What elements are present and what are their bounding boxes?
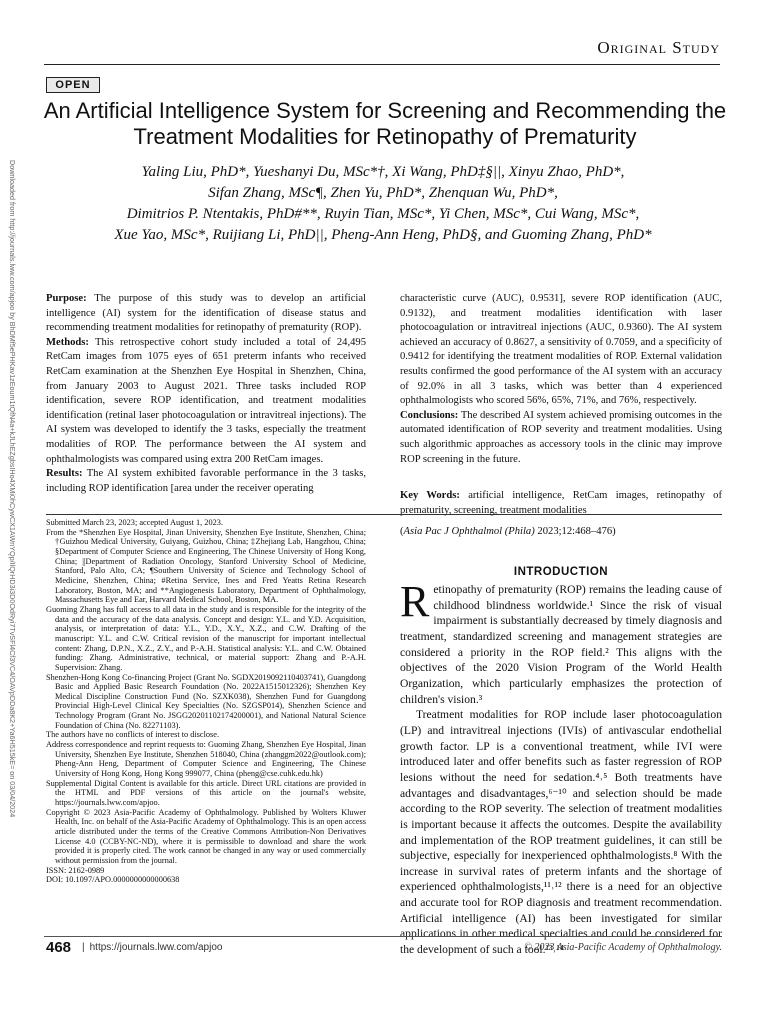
footnote-item: Submitted March 23, 2023; accepted August 1, 2023. xyxy=(46,518,223,527)
introduction-body xyxy=(400,577,722,958)
footnote-item: Supplemental Digital Content is available for this article. Direct URL citations are provided in the HTML and PDF versions of this article on the journal's website, https://journals.lww.com/apjoo. xyxy=(46,778,366,808)
author-line: Dimitrios P. Ntentakis, PhD#**, Ruyin Tian, MSc*, Yi Chen, MSc*, Cui Wang, MSc*, xyxy=(126,206,640,222)
author-line: Yaling Liu, PhD*, Yueshanyi Du, MSc*†, Xi Wang, PhD‡§||, Xinyu Zhao, PhD*, xyxy=(141,164,625,180)
abstract-left-column xyxy=(46,292,366,496)
abstract-results-cont xyxy=(400,292,722,409)
author-line: Sifan Zhang, MSc¶, Zhen Yu, PhD*, Zhenquan Wu, PhD*, xyxy=(208,185,558,201)
footnote-item: Address correspondence and reprint requests to: Guoming Zhang, Shenzhen Eye Hospital, Jinan University, Shenzhen Eye Institute, Shenzhen 518040, China (zhanggm2022@outlook.com); Pheng-Ann Heng, Department of Computer Science and Engineering, The Chinese University of Hong Kong, Hong Kong 999077, China (pheng@cse.cuhk.edu.hk) xyxy=(46,740,366,779)
results-label: Results: xyxy=(46,468,83,480)
methods-label: Methods: xyxy=(46,336,89,348)
abstract-results-start xyxy=(46,467,366,496)
footnote-item: The authors have no conflicts of interest to disclose. xyxy=(46,730,220,740)
results-text-part1: The AI system exhibited favorable performance in the 3 tasks, including ROP identification [area under the receiver operating xyxy=(46,468,366,494)
footnote-item: Shenzhen-Hong Kong Co-financing Project (Grant No. SGDX2019092110403741), Guangdong Basic and Applied Basic Research Foundation (No. 2022A1515012326); Shenzhen Key Medical Discipline Construction Fund (No. SZXK038), Shenzhen Fund for Guangdong Provincial High-Level Clinical Key Specialties (No. SZGSP014), Shenzhen Science and Technology Program (Grant No. JSGG20201102174200001), and National Natural Science Foundation of China (No. 82271103). xyxy=(46,672,366,730)
results-text-part2: characteristic curve (AUC), 0.9531], severe ROP identification (AUC, 0.9132), and treatment modalities identification with laser photocoagulation or intravitreal injections (AUC, 0.9360). The AI system achieved an accuracy of 0.8627, a sensitivity of 0.7059, and a specificity of 0.9412 for identifying the treatment modalities of ROP. External validation results confirmed the good performance of the AI system with an accuracy of 92.0% in all 3 tasks, which was better than 4 experienced ophthalmologists who scored 56%, 65%, 71%, and 76%, respectively. xyxy=(400,293,722,407)
footnote-item: ISSN: 2162-0989 xyxy=(46,865,105,875)
journal-url-link[interactable]: https://journals.lww.com/apjoo xyxy=(89,942,223,953)
purpose-label: Purpose: xyxy=(46,293,87,304)
citation-open: ( xyxy=(400,526,404,537)
page-number: 468 xyxy=(46,939,72,956)
journal-url xyxy=(82,942,222,953)
footnote-item: DOI: 10.1097/APO.0000000000000638 xyxy=(46,875,180,885)
intro-paragraph-1-text: etinopathy of prematurity (ROP) remains the leading cause of childhood blindness worldwide.¹ Since the risk of visual impairment is substantially decreased by timely diagnosis and treatment, standardized screening and management strategies are considered a priority in the ROP field.² This aligns with the objectives of the 2020 Vision Program of the World Health Organization, which particularly emphasizes the protection of children's vision.³ xyxy=(400,583,722,706)
drop-cap: R xyxy=(400,577,430,626)
conclusions-text: The described AI system achieved promising outcomes in the automated identification of ROP severity and treatment modalities. Using such algorithmic approaches as accessory tools in the clinic may improve ROP screening in the future. xyxy=(400,409,722,465)
footnote-item: Guoming Zhang has full access to all data in the study and is responsible for the integrity of the data and the accuracy of the data analysis. Concept and design: Y.L. and Y.D. Acquisition, analysis, or interpretation of data: Y.L., Y.D., X.Y., X.Z., and C.W. Drafting of the manuscript: Y.L. and C.W. Critical revision of the manuscript for important intellectual content: Zhang, D.P.N., X.Z., Z.Y., and P.-A.H. Statistical analysis: Y.L. and C.W. Obtained funding: Zhang. Administrative, technical, or material support: Zhang and P.-A.H. Supervision: Zhang. xyxy=(46,604,366,672)
abstract-purpose xyxy=(46,292,366,336)
footnote-item: Copyright © 2023 Asia-Pacific Academy of Ophthalmology. Published by Wolters Kluwer Health, Inc. on behalf of the Asia-Pacific Academy of Ophthalmology. This is an open access article distributed under the terms of the Creative Commons Attribution-Non Derivatives License 4.0 (CCBY-NC-ND), where it is permissible to download and share the work provided it is properly cited. The work cannot be changed in any way or used commercially without permission from the journal. xyxy=(46,807,366,865)
footnotes xyxy=(46,518,366,885)
keywords-text: artificial intelligence, RetCam images, retinopathy of prematurity, screening, treatment modalities xyxy=(400,490,722,516)
download-watermark: Downloaded from http://journals.lww.com/apjoo by BhDMf5ePHKav1zEoum1tQfN4a+kJLhEZgbsIHo4XMi0hCywCX1AWnYQp/IlQrHD3i3D0OdRyi7TvSFl4Cf3VC4/OAVpDDa8K2+Ya6H515kE= on 03/04/2024 xyxy=(8,160,17,818)
footnote-item: From the *Shenzhen Eye Hospital, Jinan University, Shenzhen Eye Institute, Shenzhen, China; †Guizhou Medical University, Guiyang, Guizhou, China; ‡Zhejiang Lab, Hangzhou, China; §Department of Computer Science and Engineering, The Chinese University of Hong Kong, China; ||Department of Radiation Oncology, Stanford University School of Medicine, Stanford, Palo Alto, CA; ¶Southern University of Science and Technology School of Medicine, Shenzhen, China; #Retina Service, Ines and Fred Yeatts Retina Research Laboratory, Boston, MA; and **Angiogenesis Laboratory, Department of Ophthalmology, Massachusetts Eye and Ear, Harvard Medical School, Boston, MA. xyxy=(46,527,366,605)
introduction-heading: INTRODUCTION xyxy=(513,566,609,578)
purpose-text: The purpose of this study was to develop an artificial intelligence (AI) system for the identification of disease status and recommending treatment modalities for retinopathy of prematurity (ROP). xyxy=(46,293,366,334)
intro-paragraph-1 xyxy=(400,577,722,707)
author-list xyxy=(50,162,716,246)
footer-separator: | xyxy=(82,942,85,953)
author-line: Xue Yao, MSc*, Ruijiang Li, PhD||, Pheng-Ann Heng, PhD§, and Guoming Zhang, PhD* xyxy=(114,227,652,243)
abstract-divider xyxy=(46,514,722,515)
abstract-methods xyxy=(46,336,366,467)
abstract-conclusions xyxy=(400,409,722,467)
citation xyxy=(400,525,722,540)
keywords-label: Key Words: xyxy=(400,490,460,501)
intro-paragraph-2: Treatment modalities for ROP include laser photocoagulation (LP) and intravitreal injections (IVIs) of antivascular endothelial growth factor. LP is a conventional treatment, while IVI were introduced later and offer benefits such as faster regression of ROP lesions without the need for sedation.⁴˒⁵ Both treatments have advantages and disadvantages,⁶⁻¹⁰ and selection should be made according to the ROP severity. The selection of treatment modalities is important because it affects the outcomes. Despite the availability and implementation of the ROP treatment guidelines, it can still be subjective, especially for inexperienced ophthalmologists.⁸ With the increase in survival rates of preterm infants and the shortage of experienced ophthalmologists,¹¹˒¹² there is a need for an objective and accurate tool for ROP diagnosis and treatment recommendation. Artificial intelligence (AI) has been investigated for similar applications in other medical specialties and could be considered for the development of such a tool.¹³˒¹⁴ xyxy=(400,708,722,957)
footer-rule xyxy=(44,936,722,937)
methods-text: This retrospective cohort study included a total of 24,495 RetCam images from 1075 eyes of 651 preterm infants who received RetCam examination at the Shenzhen Eye Hospital in Shenzhen, China, from January 2003 to August 2021. Three tasks included ROP identification, severe ROP identification, and treatment modalities identification (retinal laser photocoagulation or intravitreal injections). The AI system was developed to identify the 3 tasks, especially the treatment modalities of ROP. The performance between the AI system and ophthalmologists was compared using extra 200 RetCam images. xyxy=(46,336,366,465)
footer-copyright: © 2023 Asia-Pacific Academy of Ophthalmology. xyxy=(524,942,722,953)
open-access-badge: OPEN xyxy=(46,77,100,93)
header-rule xyxy=(44,64,720,65)
conclusions-label: Conclusions: xyxy=(400,409,459,421)
citation-details: 2023;12:468–476) xyxy=(537,526,616,537)
article-title: An Artificial Intelligence System for Screening and Recommending the Treatment Modalities for Retinopathy of Prematurity xyxy=(43,98,727,149)
section-label: Original Study xyxy=(597,38,720,57)
citation-journal: Asia Pac J Ophthalmol (Phila) xyxy=(403,526,535,537)
abstract-right-column xyxy=(400,292,722,467)
